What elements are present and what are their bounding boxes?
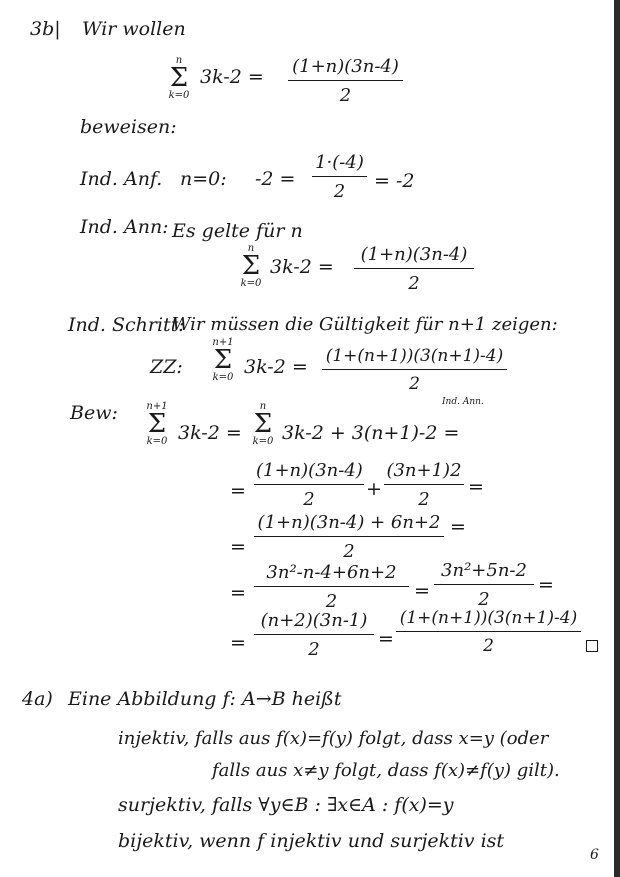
def-injektiv-alt: falls aus x≠y folgt, dass f(x)≠f(y) gilt). bbox=[212, 760, 560, 781]
ind-anf-fraction: 1·(-4) 2 bbox=[312, 152, 367, 202]
label-4a: 4a) bbox=[22, 688, 53, 710]
bew-l4-frac2: 3n²+5n-2 2 bbox=[434, 560, 534, 610]
zz-term: 3k-2 = bbox=[244, 356, 308, 378]
ind-anf-rhs: = -2 bbox=[374, 170, 415, 192]
bew-l4-eq: = bbox=[230, 582, 246, 604]
formula-fraction: (1+n)(3n-4) 2 bbox=[288, 56, 403, 106]
bew-label: Bew: bbox=[70, 402, 118, 424]
zz-fraction: (1+(n+1))(3(n+1)-4) 2 bbox=[322, 346, 507, 394]
def-surjektiv: surjektiv, falls ∀y∈B : ∃x∈A : f(x)=y bbox=[118, 794, 454, 816]
bew-l4-frac1: 3n²-n-4+6n+2 2 bbox=[254, 562, 409, 612]
sum-sign-main: n Σ k=0 bbox=[168, 55, 190, 101]
sum-sign-zz: n+1 Σ k=0 bbox=[212, 337, 234, 383]
proven-text: beweisen: bbox=[80, 116, 177, 138]
scan-edge bbox=[614, 0, 620, 877]
label-3b: 3b| bbox=[30, 18, 61, 40]
bew-l2-plus: + bbox=[366, 478, 382, 500]
ind-ann-label: Ind. Ann: bbox=[80, 216, 169, 238]
formula-term: 3k-2 = bbox=[200, 66, 264, 88]
ind-schritt-label: Ind. Schritt: bbox=[68, 314, 185, 336]
def-bijektiv: bijektiv, wenn f injektiv und surjektiv ist bbox=[118, 830, 505, 852]
def-injektiv: injektiv, falls aus f(x)=f(y) folgt, dass x=y (oder bbox=[118, 728, 549, 749]
bew-term-1: 3k-2 = bbox=[178, 422, 242, 444]
bew-l2-frac1: (1+n)(3n-4) 2 bbox=[256, 460, 363, 510]
bew-l4-end: = bbox=[538, 574, 554, 596]
bew-l5-frac2: (1+(n+1))(3(n+1)-4) 2 bbox=[396, 608, 581, 656]
bew-term-2: 3k-2 + 3(n+1)-2 = bbox=[282, 422, 460, 444]
bew-l2-frac2: (3n+1)2 2 bbox=[384, 460, 464, 510]
ind-anf-case: n=0: bbox=[180, 168, 227, 190]
qed-box bbox=[586, 640, 598, 652]
def-intro: Eine Abbildung f: A→B heißt bbox=[68, 688, 342, 710]
bew-l3-frac: (1+n)(3n-4) + 6n+2 2 bbox=[254, 512, 444, 562]
page-number: 6 bbox=[590, 847, 599, 863]
ind-schritt-text: Wir müssen die Gültigkeit für n+1 zeigen: bbox=[172, 314, 558, 335]
zz-label: ZZ: bbox=[150, 356, 183, 378]
ind-anf-lhs: -2 = bbox=[255, 168, 296, 190]
bew-l4-mid: = bbox=[414, 580, 430, 602]
bew-l2-end: = bbox=[468, 476, 484, 498]
ann-fraction: (1+n)(3n-4) 2 bbox=[354, 244, 474, 294]
sum-sign-bew-1: n+1 Σ k=0 bbox=[146, 401, 168, 447]
sum-sign-ann: n Σ k=0 bbox=[240, 243, 262, 289]
sum-sign-bew-2: n Σ k=0 bbox=[252, 401, 274, 447]
bew-l5-frac1: (n+2)(3n-1) 2 bbox=[254, 610, 374, 660]
ann-term: 3k-2 = bbox=[270, 256, 334, 278]
bew-l5-eq: = bbox=[230, 632, 246, 654]
bew-l2-eq: = bbox=[230, 480, 246, 502]
ind-anf-label: Ind. Anf. bbox=[80, 168, 163, 190]
intro-text: Wir wollen bbox=[82, 18, 186, 40]
ind-ann-text: Es gelte für n bbox=[172, 220, 303, 242]
bew-l3-end: = bbox=[450, 516, 466, 538]
ind-ann-note: Ind. Ann. bbox=[442, 397, 484, 407]
bew-l5-mid: = bbox=[378, 628, 394, 650]
bew-l3-eq: = bbox=[230, 536, 246, 558]
